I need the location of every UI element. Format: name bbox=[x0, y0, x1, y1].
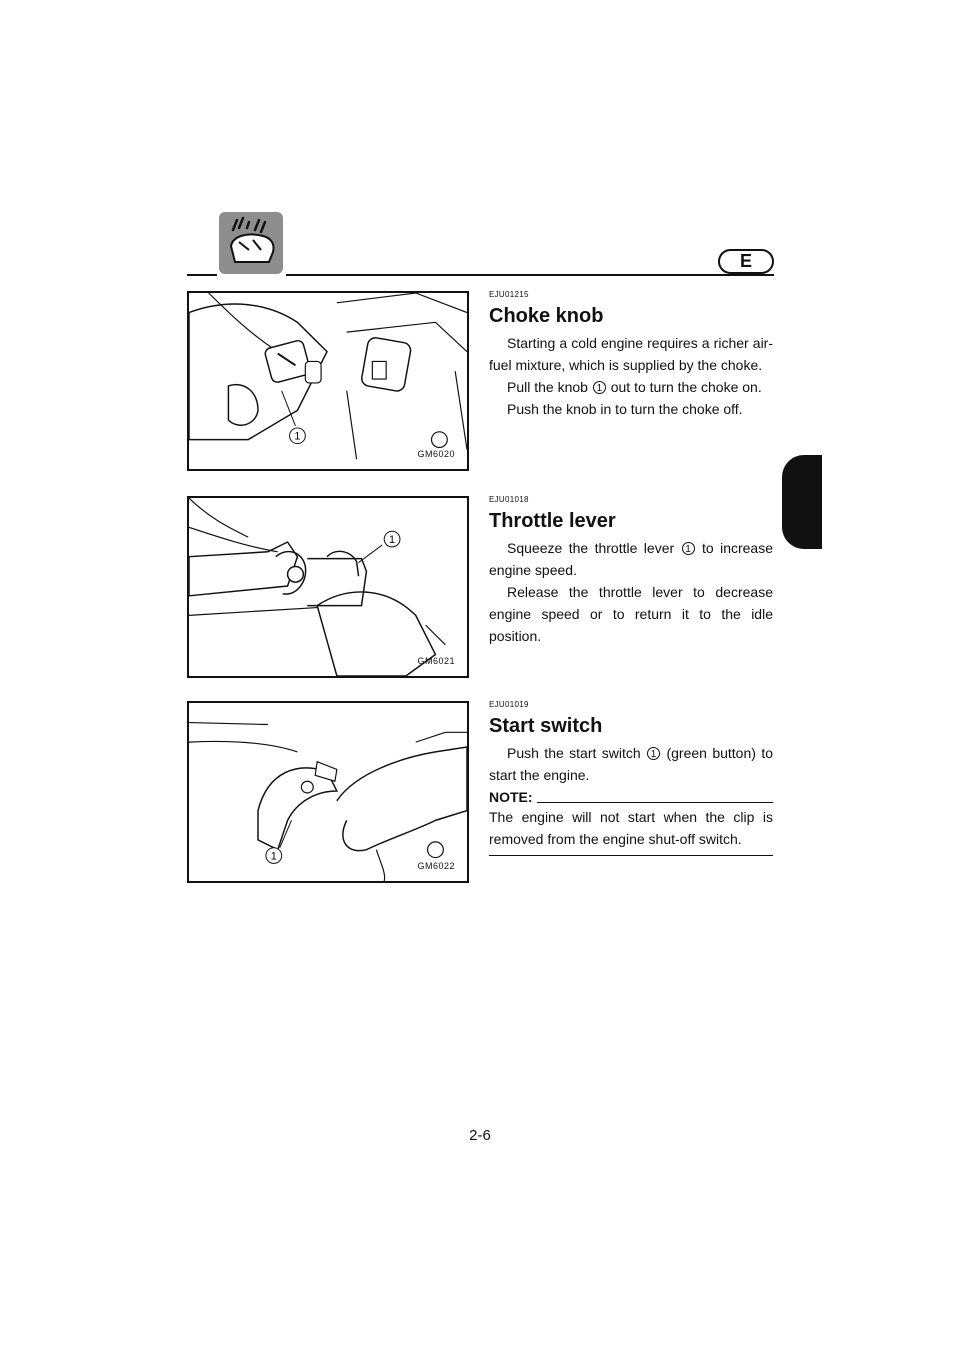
figure-choke-knob bbox=[187, 291, 469, 471]
figure-code: GM6022 bbox=[417, 861, 455, 871]
body-text: Release the throttle lever to decrease engine speed or to return it to the idle position. bbox=[489, 584, 773, 644]
note-heading bbox=[489, 788, 773, 806]
chapter-tab bbox=[782, 455, 822, 549]
body-text: Push the knob in to turn the choke off. bbox=[507, 401, 743, 417]
watercraft-icon bbox=[219, 212, 283, 274]
section-code: EJU01019 bbox=[489, 700, 529, 709]
callout-number: 1 bbox=[682, 542, 695, 555]
page-number: 2-6 bbox=[469, 1127, 491, 1144]
note-text: The engine will not start when the clip is removed from the engine shut-off switch. bbox=[489, 809, 773, 847]
section-title: Choke knob bbox=[489, 305, 604, 327]
figure-start-switch bbox=[187, 701, 469, 883]
choke-callout-text: 1 bbox=[294, 430, 301, 443]
section-throttle-lever bbox=[489, 495, 773, 647]
body-text: Squeeze the throttle lever 1 to increase engine speed. bbox=[489, 540, 773, 578]
section-choke-knob bbox=[489, 290, 773, 420]
body-text: Starting a cold engine requires a richer air-fuel mixture, which is supplied by the choke. bbox=[489, 335, 773, 373]
figure-code: GM6020 bbox=[417, 449, 455, 459]
section-code: EJU01018 bbox=[489, 495, 529, 504]
section-start-switch bbox=[489, 700, 773, 856]
language-badge: E bbox=[718, 249, 774, 274]
note-rule bbox=[537, 802, 773, 803]
body-text: Push the start switch 1 (green button) to start the engine. bbox=[489, 745, 773, 783]
section-title: Throttle lever bbox=[489, 510, 616, 532]
body-text: Pull the knob 1 out to turn the choke on. bbox=[507, 379, 762, 395]
section-title: Start switch bbox=[489, 715, 603, 737]
figure-throttle-lever bbox=[187, 496, 469, 678]
header-rule-left bbox=[187, 274, 217, 276]
start-callout-text: 1 bbox=[270, 850, 277, 863]
callout-number: 1 bbox=[593, 381, 606, 394]
note-label: NOTE: bbox=[489, 789, 533, 805]
section-code: EJU01215 bbox=[489, 290, 529, 299]
note-end-rule bbox=[489, 855, 773, 856]
figure-code: GM6021 bbox=[417, 656, 455, 666]
callout-number: 1 bbox=[647, 747, 660, 760]
throttle-callout-text: 1 bbox=[389, 534, 396, 546]
header-rule-right bbox=[286, 274, 774, 276]
